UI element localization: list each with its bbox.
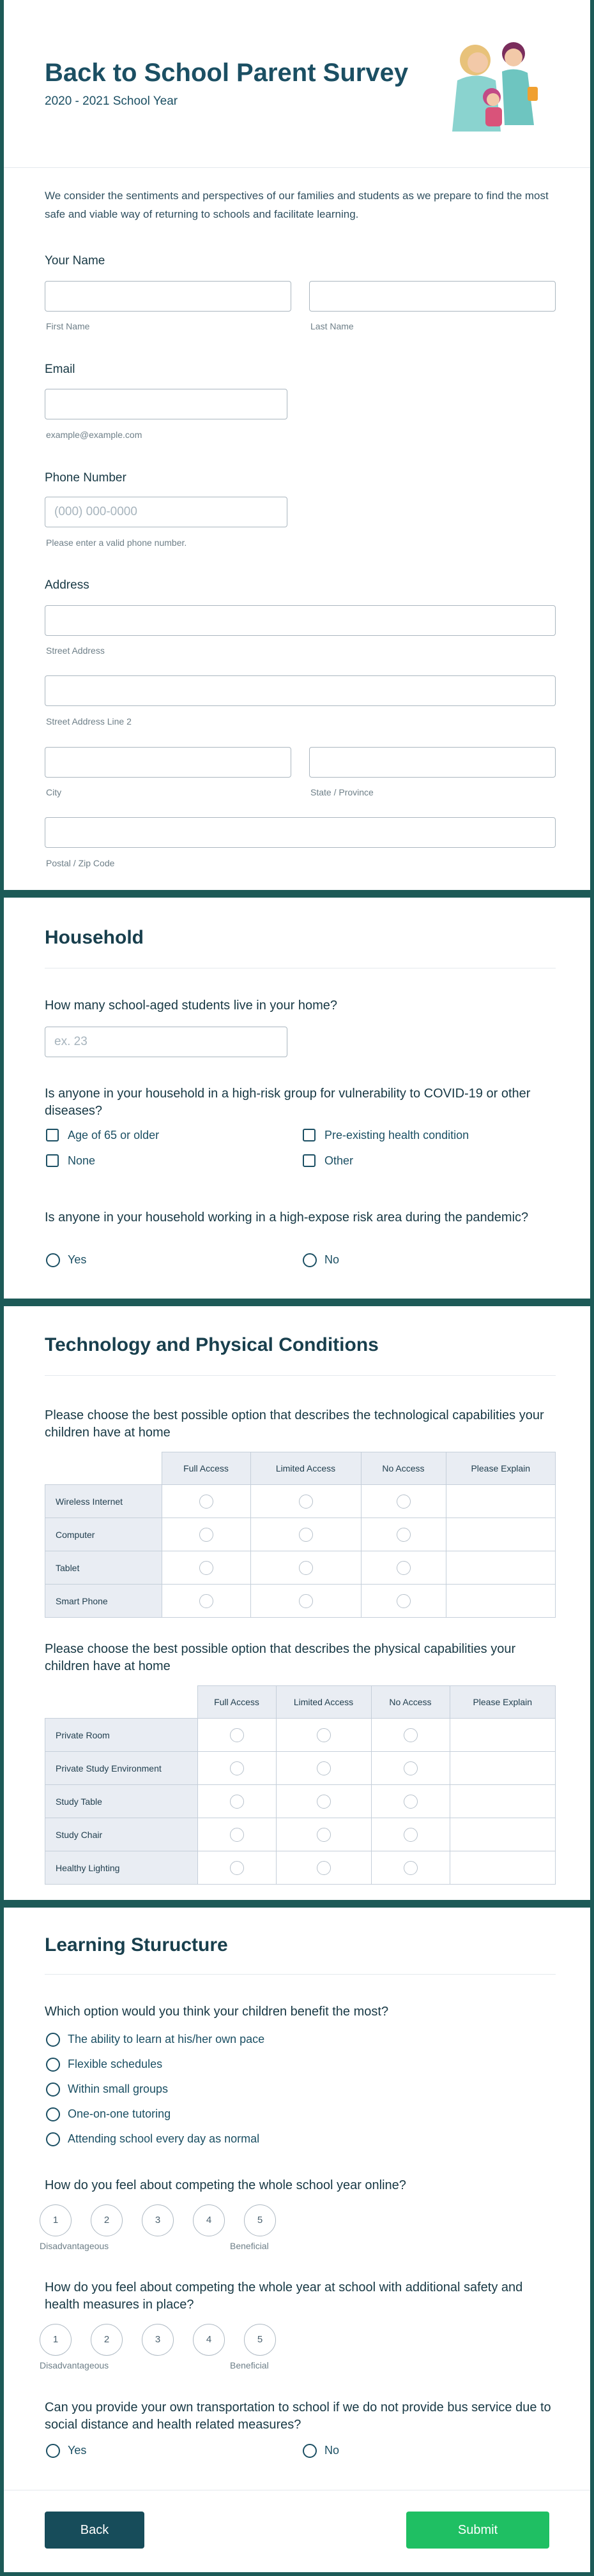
tech-capabilities-question: Please choose the best possible option that describes the technological capabilities your children have at home <box>45 1408 544 1440</box>
matrix-radio[interactable] <box>299 1495 313 1509</box>
transportation-question: Can you provide your own transportation to school if we do not provide bus service due to social distance and health related measures? <box>45 2400 551 2432</box>
transport-yes-label: Yes <box>68 2444 87 2457</box>
matrix-radio[interactable] <box>199 1528 213 1542</box>
phone-label: Phone Number <box>45 471 126 485</box>
phone-input[interactable] <box>45 497 287 527</box>
risk-yes-radio[interactable] <box>46 1253 60 1267</box>
none-checkbox[interactable] <box>46 1154 59 1167</box>
row-label: Private Room <box>45 1719 198 1752</box>
parent-face <box>468 52 488 73</box>
risk-no-radio[interactable] <box>303 1253 317 1267</box>
intro-text: We consider the sentiments and perspectives of our families and students as we prepare to find the most safe and viable way of returning to schools and facilitate learning. <box>45 190 549 220</box>
explain-cell[interactable] <box>450 1818 556 1851</box>
matrix-radio[interactable] <box>299 1528 313 1542</box>
father-face <box>505 49 522 66</box>
matrix-radio[interactable] <box>317 1861 331 1875</box>
explain-cell[interactable] <box>446 1585 556 1618</box>
age-65-label: Age of 65 or older <box>68 1129 160 1141</box>
matrix-radio[interactable] <box>397 1495 411 1509</box>
row-label: Private Study Environment <box>45 1752 198 1785</box>
email-input[interactable] <box>45 389 287 419</box>
col-please-explain: Please Explain <box>446 1452 556 1485</box>
age-65-checkbox[interactable] <box>46 1129 59 1141</box>
matrix-radio[interactable] <box>404 1761 418 1775</box>
small-groups-label: Within small groups <box>68 2083 169 2095</box>
normal-school-label: Attending school every day as normal <box>68 2132 260 2145</box>
matrix-radio[interactable] <box>199 1495 213 1509</box>
risk-yes-label: Yes <box>68 1253 87 1266</box>
flexible-schedules-label: Flexible schedules <box>68 2058 163 2070</box>
online-scale-1[interactable]: 1 <box>40 2204 72 2236</box>
technology-title: Technology and Physical Conditions <box>45 1334 379 1355</box>
matrix-radio[interactable] <box>299 1594 313 1608</box>
table-row <box>45 1785 556 1818</box>
normal-school-radio[interactable] <box>46 2132 60 2146</box>
row-label: Tablet <box>45 1551 162 1585</box>
table-row <box>45 1752 556 1785</box>
school-scale-4[interactable]: 4 <box>193 2324 225 2356</box>
street-address-hint: Street Address <box>46 645 105 656</box>
table-row <box>45 1485 556 1518</box>
tech-matrix-header <box>45 1452 556 1485</box>
header-divider <box>4 167 590 168</box>
online-scale-3[interactable]: 3 <box>142 2204 174 2236</box>
email-label: Email <box>45 363 75 376</box>
matrix-corner <box>45 1686 198 1719</box>
row-label: Healthy Lighting <box>45 1851 198 1885</box>
learning-divider <box>45 1974 556 1975</box>
explain-cell[interactable] <box>446 1551 556 1585</box>
own-pace-radio[interactable] <box>46 2033 60 2047</box>
last-name-hint: Last Name <box>310 321 354 331</box>
email-hint: example@example.com <box>46 430 142 440</box>
matrix-radio[interactable] <box>230 1828 244 1842</box>
matrix-radio[interactable] <box>404 1828 418 1842</box>
row-label: Study Chair <box>45 1818 198 1851</box>
online-scale-low: Disadvantageous <box>40 2241 109 2251</box>
explain-cell[interactable] <box>446 1518 556 1551</box>
city-hint: City <box>46 787 62 797</box>
matrix-radio[interactable] <box>299 1561 313 1575</box>
flexible-schedules-radio[interactable] <box>46 2058 60 2072</box>
tech-matrix <box>45 1452 556 1618</box>
matrix-radio[interactable] <box>404 1795 418 1809</box>
benefit-question: Which option would you think your children benefit the most? <box>45 2005 389 2019</box>
household-title: Household <box>45 927 144 948</box>
small-groups-radio[interactable] <box>46 2083 60 2097</box>
col-limited-access: Limited Access <box>276 1686 371 1719</box>
learning-title: Learning Sturucture <box>45 1934 228 1955</box>
matrix-radio[interactable] <box>397 1528 411 1542</box>
back-button[interactable]: Back <box>45 2512 144 2549</box>
school-scale-low: Disadvantageous <box>40 2360 109 2370</box>
online-year-question: How do you feel about competing the whole school year online? <box>45 2178 406 2192</box>
school-scale-2[interactable]: 2 <box>91 2324 123 2356</box>
row-label: Wireless Internet <box>45 1485 162 1518</box>
state-input[interactable] <box>309 747 556 778</box>
child-body <box>485 107 502 126</box>
name-label: Your Name <box>45 254 105 267</box>
school-scale-3[interactable]: 3 <box>142 2324 174 2356</box>
school-year-question: How do you feel about competing the whole year at school with additional safety and health measures in place? <box>45 2280 523 2312</box>
learning-section <box>4 1908 590 2572</box>
zip-hint: Postal / Zip Code <box>46 858 115 868</box>
explain-cell[interactable] <box>450 1851 556 1885</box>
matrix-radio[interactable] <box>317 1795 331 1809</box>
physical-matrix-header <box>45 1686 556 1719</box>
table-row <box>45 1585 556 1618</box>
matrix-radio[interactable] <box>317 1761 331 1775</box>
explain-cell[interactable] <box>450 1752 556 1785</box>
matrix-radio[interactable] <box>230 1761 244 1775</box>
phone-placeholder: (000) 000-0000 <box>54 505 137 518</box>
physical-capabilities-question: Please choose the best possible option that describes the physical capabilities your children have at home <box>45 1642 516 1673</box>
health-condition-label: Pre-existing health condition <box>324 1129 469 1141</box>
form-title: Back to School Parent Survey <box>45 59 409 87</box>
online-scale-high: Beneficial <box>230 2241 269 2251</box>
row-label: Study Table <box>45 1785 198 1818</box>
matrix-radio[interactable] <box>317 1828 331 1842</box>
explain-cell[interactable] <box>450 1719 556 1752</box>
submit-button[interactable]: Submit <box>406 2512 549 2549</box>
school-scale-1[interactable]: 1 <box>40 2324 72 2356</box>
household-section <box>4 898 590 1299</box>
address-label: Address <box>45 578 89 592</box>
technology-divider <box>45 1375 556 1376</box>
students-count-input[interactable] <box>45 1027 287 1057</box>
matrix-radio[interactable] <box>397 1594 411 1608</box>
risk-no-label: No <box>324 1253 340 1266</box>
first-name-input[interactable] <box>45 281 291 312</box>
other-label: Other <box>324 1154 354 1167</box>
table-row <box>45 1551 556 1585</box>
col-full-access: Full Access <box>162 1452 250 1485</box>
form-subtitle: 2020 - 2021 School Year <box>45 94 178 108</box>
tutoring-radio[interactable] <box>46 2107 60 2121</box>
col-please-explain: Please Explain <box>450 1686 556 1719</box>
child-face <box>487 93 499 106</box>
matrix-radio[interactable] <box>199 1594 213 1608</box>
table-row <box>45 1719 556 1752</box>
school-scale-5[interactable]: 5 <box>244 2324 276 2356</box>
family-illustration <box>438 36 553 132</box>
transport-no-radio[interactable] <box>303 2444 317 2458</box>
col-full-access: Full Access <box>197 1686 276 1719</box>
explain-cell[interactable] <box>446 1485 556 1518</box>
health-condition-checkbox[interactable] <box>303 1129 316 1141</box>
transport-no-label: No <box>324 2444 340 2457</box>
online-scale-2[interactable]: 2 <box>91 2204 123 2236</box>
matrix-radio[interactable] <box>397 1561 411 1575</box>
online-scale-5[interactable]: 5 <box>244 2204 276 2236</box>
technology-section <box>4 1306 590 1900</box>
backpack-icon <box>528 87 538 101</box>
online-scale-4[interactable]: 4 <box>193 2204 225 2236</box>
street-address-input[interactable] <box>45 605 556 636</box>
matrix-radio[interactable] <box>404 1861 418 1875</box>
matrix-corner <box>45 1452 162 1485</box>
street-address2-hint: Street Address Line 2 <box>46 716 132 727</box>
city-input[interactable] <box>45 747 291 778</box>
matrix-radio[interactable] <box>199 1561 213 1575</box>
matrix-radio[interactable] <box>404 1728 418 1742</box>
matrix-radio[interactable] <box>230 1861 244 1875</box>
students-count-placeholder: ex. 23 <box>54 1035 88 1048</box>
zip-input[interactable] <box>45 817 556 848</box>
contact-section <box>4 0 590 890</box>
high-risk-question: Is anyone in your household in a high-risk group for vulnerability to COVID-19 or other diseases? <box>45 1087 531 1118</box>
matrix-radio[interactable] <box>317 1728 331 1742</box>
risk-area-question: Is anyone in your household working in a high-expose risk area during the pandemic? <box>45 1210 529 1224</box>
other-checkbox[interactable] <box>303 1154 316 1167</box>
own-pace-label: The ability to learn at his/her own pace <box>68 2033 265 2045</box>
none-label: None <box>68 1154 96 1167</box>
row-label: Computer <box>45 1518 162 1551</box>
physical-matrix <box>45 1685 556 1885</box>
row-label: Smart Phone <box>45 1585 162 1618</box>
transport-yes-radio[interactable] <box>46 2444 60 2458</box>
col-no-access: No Access <box>361 1452 446 1485</box>
phone-hint: Please enter a valid phone number. <box>46 538 187 548</box>
table-row <box>45 1818 556 1851</box>
col-no-access: No Access <box>371 1686 450 1719</box>
table-row <box>45 1518 556 1551</box>
street-address2-input[interactable] <box>45 675 556 706</box>
school-scale-high: Beneficial <box>230 2360 269 2370</box>
matrix-radio[interactable] <box>230 1728 244 1742</box>
table-row <box>45 1851 556 1885</box>
first-name-hint: First Name <box>46 321 90 331</box>
matrix-radio[interactable] <box>230 1795 244 1809</box>
last-name-input[interactable] <box>309 281 556 312</box>
tutoring-label: One-on-one tutoring <box>68 2107 171 2120</box>
col-limited-access: Limited Access <box>250 1452 361 1485</box>
explain-cell[interactable] <box>450 1785 556 1818</box>
state-hint: State / Province <box>310 787 374 797</box>
students-question: How many school-aged students live in your home? <box>45 998 338 1013</box>
